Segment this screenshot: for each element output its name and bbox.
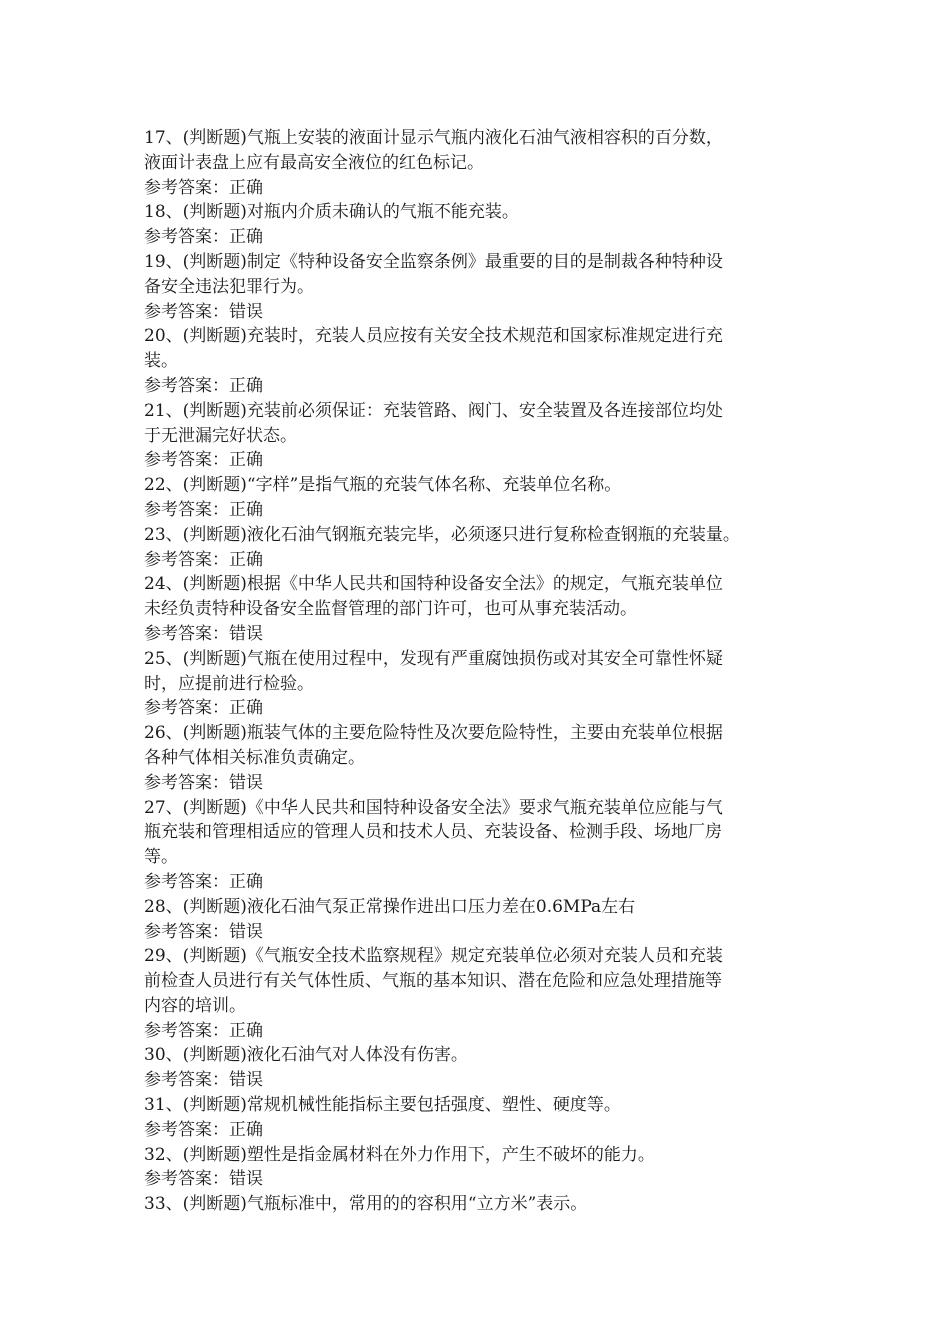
question-line: 各种气体相关标准负责确定。 — [144, 747, 365, 768]
question-line: 30、(判断题)液化石油气对人体没有伤害。 — [144, 1045, 468, 1066]
question-line: 17、(判断题)气瓶上安装的液面计显示气瓶内液化石油气液相容积的百分数， — [144, 128, 723, 148]
answer-line: 参考答案：正确 — [144, 1020, 263, 1041]
question-line: 33、(判断题)气瓶标准中，常用的的容积用“立方米”表示。 — [144, 1194, 588, 1215]
question-line: 24、(判断题)根据《中华人民共和国特种设备安全法》的规定，气瓶充装单位 — [144, 574, 723, 595]
question-line: 28、(判断题)液化石油气泵正常操作进出口压力差在0.6MPa左右 — [144, 896, 636, 917]
question-line: 31、(判断题)常规机械性能指标主要包括强度、塑性、硬度等。 — [144, 1095, 621, 1116]
answer-line: 参考答案：错误 — [144, 1169, 263, 1190]
question-line: 21、(判断题)充装前必须保证：充装管路、阀门、安全装置及各连接部位均处 — [144, 400, 723, 421]
question-line: 22、(判断题)“字样”是指气瓶的充装气体名称、充装单位名称。 — [144, 475, 622, 496]
question-line: 等。 — [144, 847, 178, 868]
question-line: 液面计表盘上应有最高安全液位的红色标记。 — [144, 152, 484, 173]
answer-line: 参考答案：正确 — [144, 698, 263, 719]
question-line: 19、(判断题)制定《特种设备安全监察条例》最重要的目的是制裁各种特种设 — [144, 251, 723, 272]
question-line: 25、(判断题)气瓶在使用过程中，发现有严重腐蚀损伤或对其安全可靠性怀疑 — [144, 648, 723, 669]
question-line: 32、(判断题)塑性是指金属材料在外力作用下，产生不破坏的能力。 — [144, 1144, 655, 1165]
answer-line: 参考答案：错误 — [144, 623, 263, 644]
question-line: 瓶充装和管理相适应的管理人员和技术人员、充装设备、检测手段、场地厂房 — [144, 822, 722, 843]
question-line: 内容的培训。 — [144, 995, 246, 1016]
answer-line: 参考答案：正确 — [144, 499, 263, 520]
answer-line: 参考答案：正确 — [144, 450, 263, 471]
answer-line: 参考答案：错误 — [144, 1070, 263, 1091]
question-line: 29、(判断题)《气瓶安全技术监察规程》规定充装单位必须对充装人员和充装 — [144, 946, 723, 967]
question-line: 装。 — [144, 351, 178, 372]
question-line: 23、(判断题)液化石油气钢瓶充装完毕，必须逐只进行复称检查钢瓶的充装量。 — [144, 524, 740, 545]
answer-line: 参考答案：错误 — [144, 921, 263, 942]
answer-line: 参考答案：正确 — [144, 227, 263, 248]
question-line: 未经负责特种设备安全监督管理的部门许可，也可从事充装活动。 — [144, 599, 637, 620]
answer-line: 参考答案：正确 — [144, 177, 263, 198]
question-list — [144, 126, 814, 1217]
question-line: 于无泄漏完好状态。 — [144, 425, 297, 446]
answer-line: 参考答案：正确 — [144, 871, 263, 892]
question-line: 18、(判断题)对瓶内介质未确认的气瓶不能充装。 — [144, 202, 519, 223]
answer-line: 参考答案：错误 — [144, 772, 263, 793]
question-line: 27、(判断题)《中华人民共和国特种设备安全法》要求气瓶充装单位应能与气 — [144, 797, 723, 818]
answer-line: 参考答案：正确 — [144, 549, 263, 570]
answer-line: 参考答案：错误 — [144, 301, 263, 322]
question-line: 时，应提前进行检验。 — [144, 673, 314, 694]
question-line: 备安全违法犯罪行为。 — [144, 276, 314, 297]
answer-line: 参考答案：正确 — [144, 1119, 263, 1140]
question-line: 前检查人员进行有关气体性质、气瓶的基本知识、潜在危险和应急处理措施等 — [144, 971, 722, 992]
answer-line: 参考答案：正确 — [144, 375, 263, 396]
question-line: 20、(判断题)充装时，充装人员应按有关安全技术规范和国家标准规定进行充 — [144, 326, 723, 347]
question-line: 26、(判断题)瓶装气体的主要危险特性及次要危险特性，主要由充装单位根据 — [144, 723, 723, 744]
